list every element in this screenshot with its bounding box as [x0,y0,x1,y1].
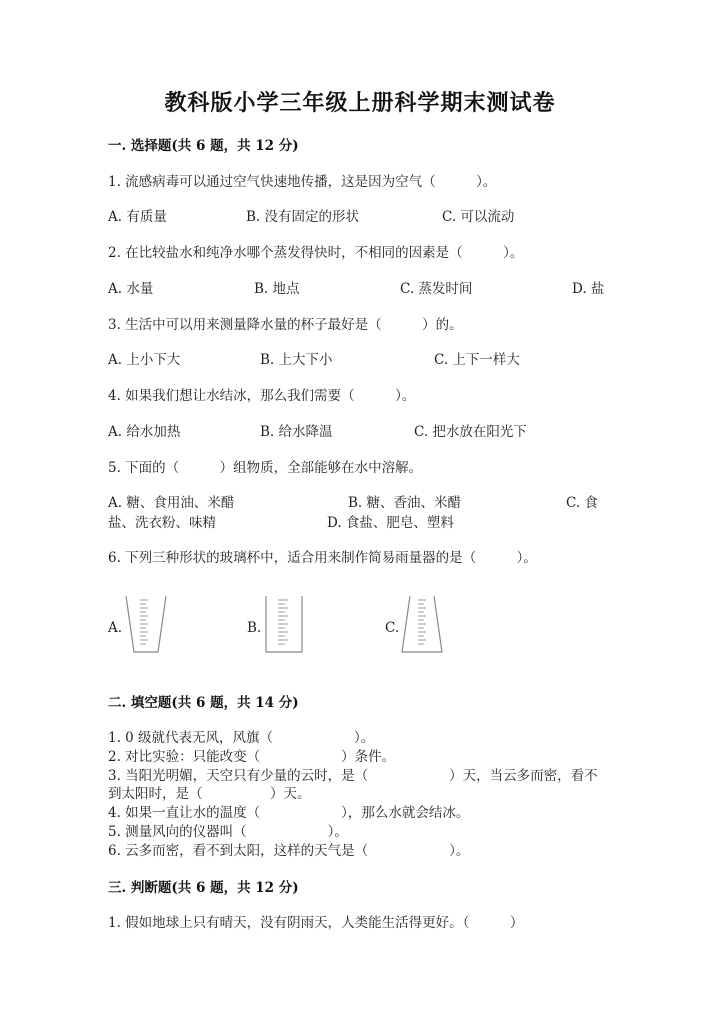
page-title: 教科版小学三年级上册科学期末测试卷 [164,90,556,116]
judge-q1-text: 1. 假如地球上只有晴天，没有阴雨天，人类能生活得更好。（ ） [108,915,524,931]
cup-wide-top-icon [122,594,170,656]
q2-text: 2. 在比较盐水和纯净水哪个蒸发得快时，不相同的因素是（ ）。 [108,245,524,261]
q6-text: 6. 下列三种形状的玻璃杯中，适合用来制作简易雨量器的是（ ）。 [108,550,537,566]
q5-option-b: B. 糖、香油、米醋 [348,495,462,511]
q6-option-c: C. [385,620,400,636]
q5-option-c-line1: C. 食 [566,495,598,511]
q2-option-b: B. 地点 [254,281,300,297]
q4-option-c: C. 把水放在阳光下 [414,424,527,440]
section-1-heading: 一. 选择题(共 6 题，共 12 分) [108,138,299,154]
q4-option-a: A. 给水加热 [108,424,181,440]
fill-line-2: 2. 对比实验：只能改变（ ）条件。 [108,749,396,765]
q3-option-a: A. 上小下大 [108,352,181,368]
fill-line-4: 4. 如果一直让水的温度（ ），那么水就会结冰。 [108,805,470,821]
q6-option-b: B. [247,620,262,636]
q3-text: 3. 生活中可以用来测量降水量的杯子最好是（ ）的。 [108,317,463,333]
section-3-heading: 三. 判断题(共 6 题，共 12 分) [108,880,299,896]
cup-straight-icon [262,594,306,656]
q6-option-a: A. [108,620,123,636]
q1-option-c: C. 可以流动 [442,209,515,225]
q1-option-b: B. 没有固定的形状 [246,209,360,225]
q1-text: 1. 流感病毒可以通过空气快速地传播，这是因为空气（ ）。 [108,174,497,190]
section-2-heading: 二. 填空题(共 6 题，共 14 分) [108,695,299,711]
fill-line-6: 6. 云多而密，看不到太阳，这样的天气是（ ）。 [108,843,470,859]
fill-line-5: 5. 测量风向的仪器叫（ ）。 [108,824,348,840]
q4-text: 4. 如果我们想让水结冰，那么我们需要（ ）。 [108,388,416,404]
q3-option-b: B. 上大下小 [260,352,333,368]
q1-option-a: A. 有质量 [108,209,167,225]
q5-option-d: D. 食盐、肥皂、塑料 [327,515,454,531]
fill-line-3: 3. 当阳光明媚，天空只有少量的云时，是（ ）天，当云多而密，看不 [108,768,598,784]
q5-option-c-line2: 盐、洗衣粉、味精 [108,515,216,531]
q3-option-c: C. 上下一样大 [434,352,520,368]
fill-line-1: 1. 0 级就代表无风，风旗（ ）。 [108,730,375,746]
q5-option-a: A. 糖、食用油、米醋 [108,495,235,511]
q2-option-c: C. 蒸发时间 [400,281,473,297]
q5-text: 5. 下面的（ ）组物质，全部能够在水中溶解。 [108,460,423,476]
cup-narrow-top-icon [398,594,446,656]
q2-option-a: A. 水量 [108,281,154,297]
q2-option-d: D. 盐 [572,281,605,297]
fill-line-3-cont: 到太阳时，是（ ）天。 [108,786,311,802]
q4-option-b: B. 给水降温 [260,424,333,440]
